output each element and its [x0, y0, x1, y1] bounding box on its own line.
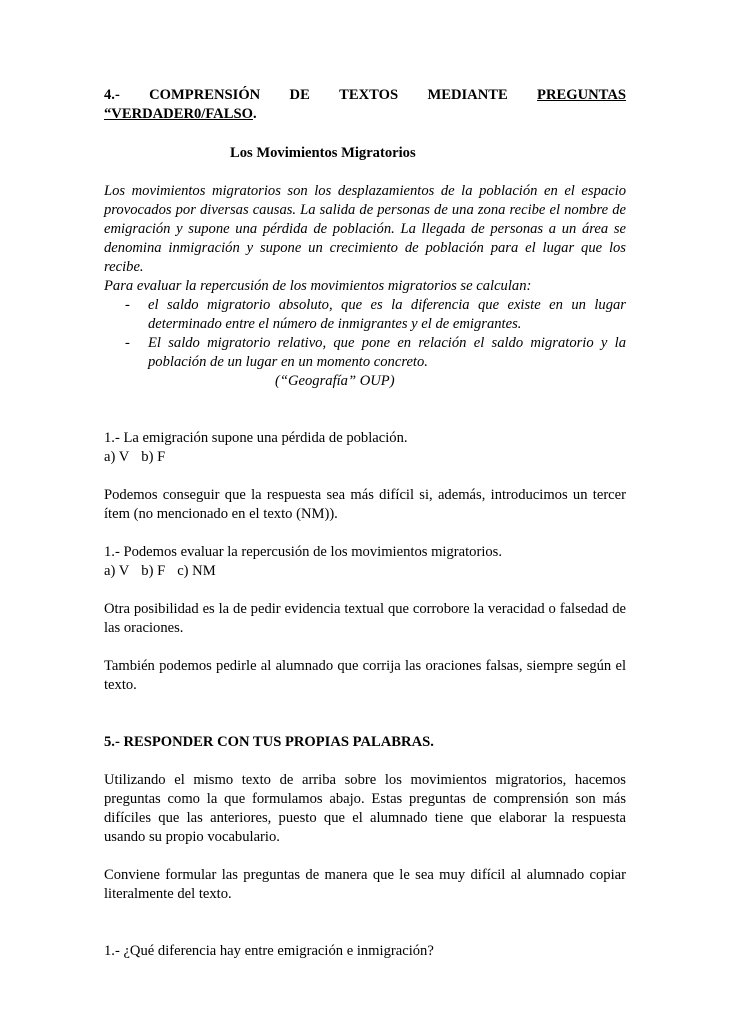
section5-paragraph-2: Conviene formular las preguntas de manera que le sea muy difícil al alumnado copiar literalmente del texto. [104, 867, 626, 902]
option-c: c) NM [177, 563, 216, 579]
spacer [104, 847, 626, 866]
spacer [104, 638, 626, 657]
spacer [104, 904, 626, 942]
bullet-text: El saldo migratorio relativo, que pone en relación el saldo migratorio y la población de un lugar en un momento concreto. [148, 335, 626, 370]
note-paragraph-1: Podemos conseguir que la respuesta sea más difícil si, además, introducimos un tercer ítem (no mencionado en el texto (NM)). [104, 487, 626, 522]
bullet-item [104, 334, 626, 372]
bullet-item [104, 296, 626, 334]
option-b: b) F [141, 449, 166, 465]
bullet-list [104, 296, 626, 372]
note-paragraph-3: También podemos pedirle al alumnado que corrija las oraciones falsas, siempre según el texto. [104, 658, 626, 693]
heading-word-4: TEXTOS [339, 87, 399, 103]
option-a: a) V [104, 449, 130, 465]
question-1: 1.- La emigración supone una pérdida de población. [104, 430, 408, 446]
text-paragraph-2: Para evaluar la repercusión de los movimientos migratorios se calculan: [104, 278, 532, 294]
bullet-dash: - [125, 335, 130, 351]
section5-question-1: 1.- ¿Qué diferencia hay entre emigración e inmigración? [104, 943, 434, 959]
text-paragraph-1: Los movimientos migratorios son los desplazamientos de la población en el espacio provocados por diversas causas. La salida de personas de una zona recibe el nombre de emigración y supone una pérdida de población. La llegada de personas a un área se denomina inmigración y supone un crecimiento de población para el lugar que los recibe. [104, 183, 626, 275]
spacer [104, 752, 626, 771]
heading-word-6: PREGUNTAS [537, 87, 626, 103]
spacer [104, 467, 626, 486]
document-page [104, 86, 626, 961]
heading-line2-text: “VERDADER0/FALSO [104, 106, 253, 122]
spacer [104, 524, 626, 543]
text-source: (“Geografía” OUP) [275, 373, 395, 389]
section5-heading: 5.- RESPONDER CON TUS PROPIAS PALABRAS. [104, 734, 434, 750]
option-b: b) F [141, 563, 166, 579]
section4-heading-line2 [104, 105, 626, 124]
section4-heading [104, 86, 626, 105]
text-title: Los Movimientos Migratorios [230, 145, 416, 161]
heading-word-3: DE [289, 87, 310, 103]
heading-line2-end: . [252, 106, 257, 122]
spacer [104, 695, 626, 733]
section5-paragraph-1: Utilizando el mismo texto de arriba sobre los movimientos migratorios, hacemos preguntas como la que formulamos abajo. Estas preguntas de comprensión son más difíciles que las anteriores, puesto que el alumnado tiene que elaborar la respuesta usando su propio vocabulario. [104, 772, 626, 845]
question-2-options [104, 562, 626, 581]
option-a: a) V [104, 563, 130, 579]
spacer [104, 391, 626, 429]
heading-word-2: COMPRENSIÓN [149, 87, 261, 103]
heading-word-1: 4.- [104, 87, 120, 103]
question-2: 1.- Podemos evaluar la repercusión de los movimientos migratorios. [104, 544, 503, 560]
heading-word-5: MEDIANTE [427, 87, 508, 103]
bullet-dash: - [125, 297, 130, 313]
spacer [104, 581, 626, 600]
question-1-options [104, 448, 626, 467]
bullet-text: el saldo migratorio absoluto, que es la diferencia que existe en un lugar determinado entre el número de inmigrantes y el de emigrantes. [148, 297, 626, 332]
note-paragraph-2: Otra posibilidad es la de pedir evidencia textual que corrobore la veracidad o falsedad de las oraciones. [104, 601, 626, 636]
